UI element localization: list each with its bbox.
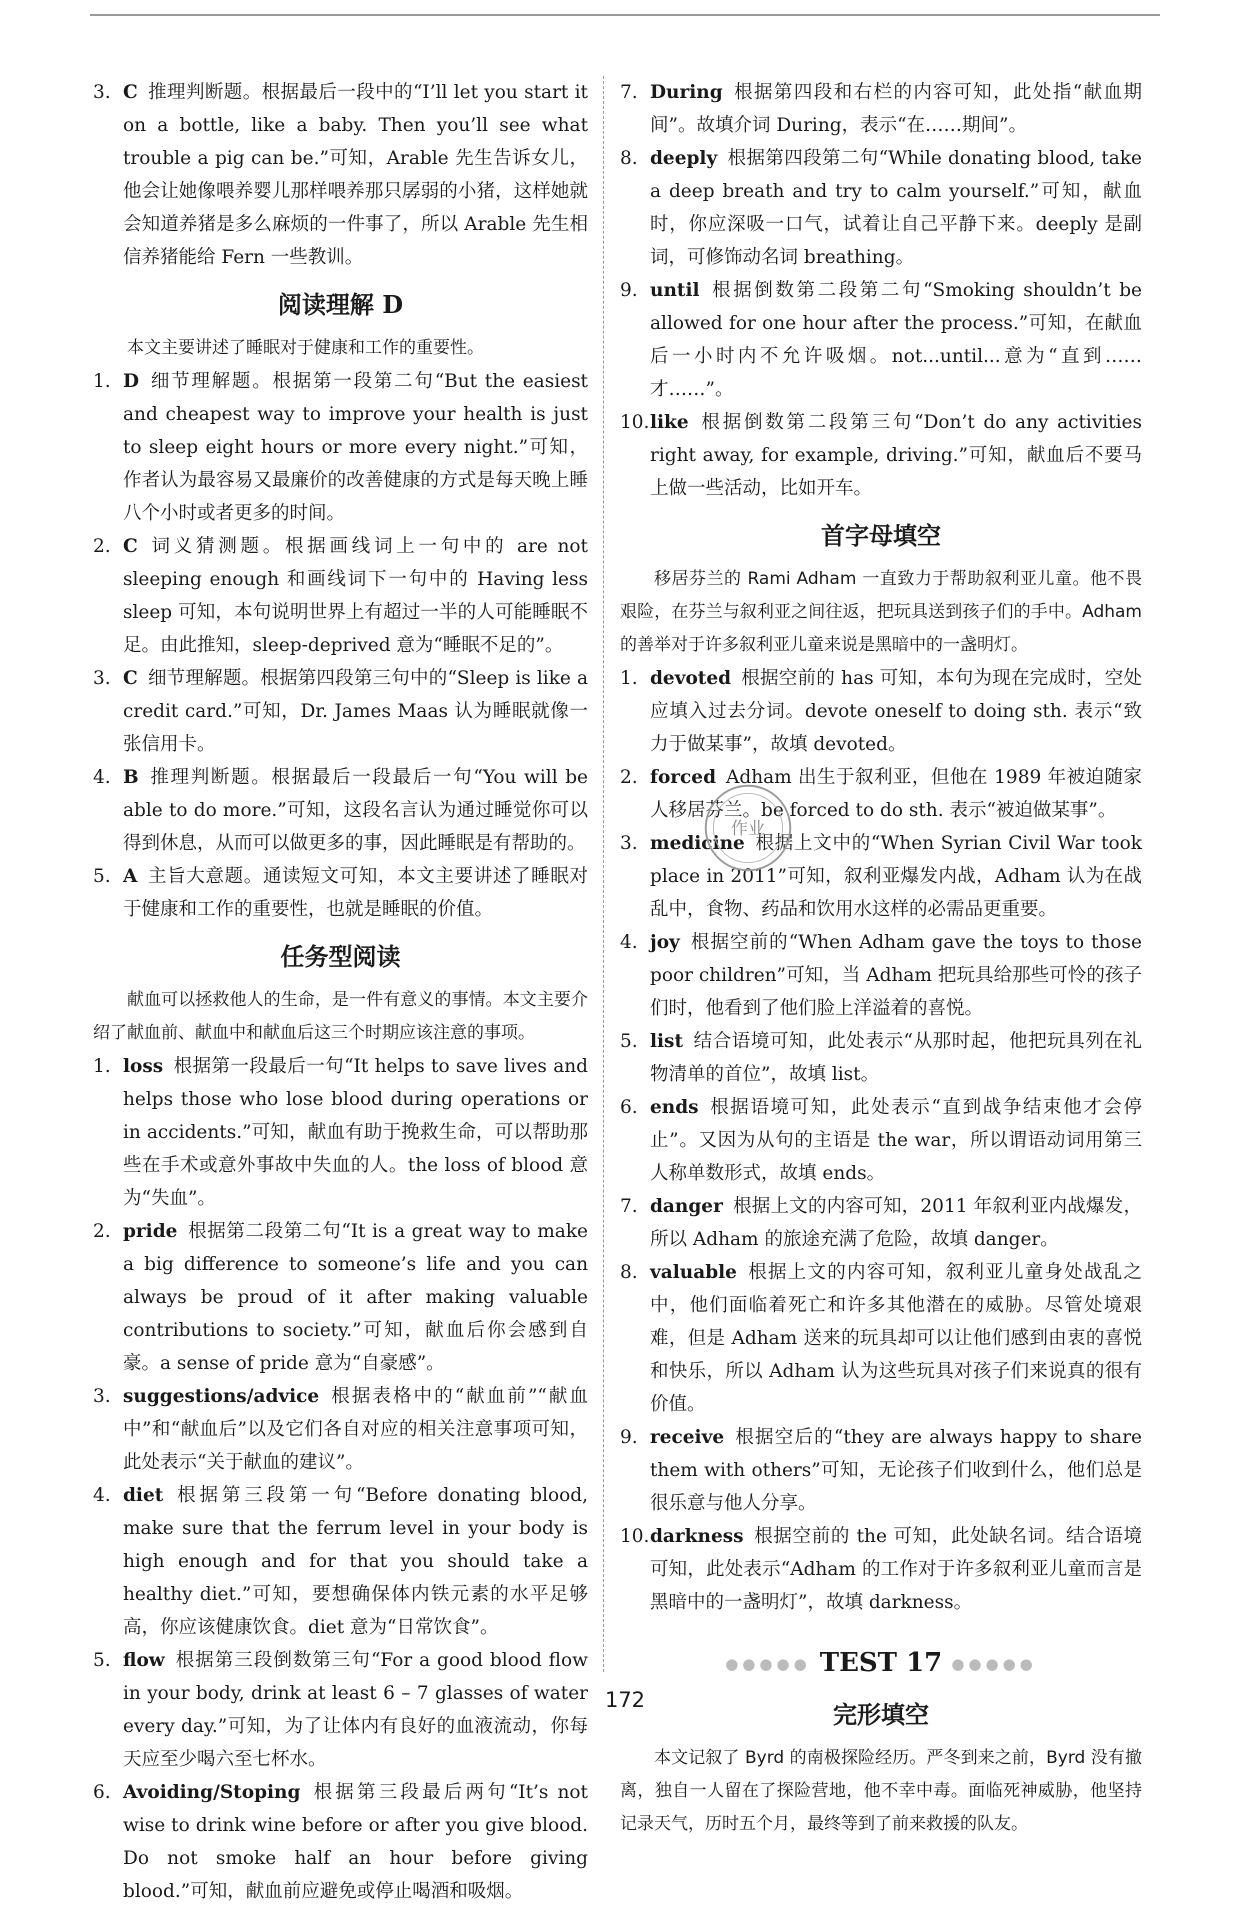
answer-item: 10.like 根据倒数第二段第三句“Don’t do any activities right away, for example, driving.”可知，献血后不要马上做一些活动，比如开车。: [620, 412, 1142, 499]
test-heading: ●●●●● TEST 17 ●●●●●: [725, 1648, 1037, 1678]
explanation: 根据表格中的“献血前”“献血中”和“献血后”以及它们各自对应的相关注意事项可知，此处表示“关于献血的建议”。: [123, 1386, 588, 1473]
answer-item: 4. joy 根据空前的“When Adham gave the toys to those poor children”可知，当 Adham 把玩具给那些可怜的孩子们时，他看到了他们脸上洋溢着的喜悦。: [620, 932, 1142, 1019]
answer-key: pride: [123, 1221, 178, 1242]
column-divider: [603, 76, 604, 1672]
decor-dots-left: ●●●●●: [725, 1655, 811, 1673]
explanation: 根据空后的“they are always happy to share them with others”可知，无论孩子们收到什么，他们总是很乐意与他人分享。: [650, 1427, 1142, 1514]
answer-item: 6. Avoiding/Stoping 根据第三段最后两句“It’s not wise to drink wine before or after you give blood. Do not smoke half an hour before giving blood.”可知，献血前应避免或停止喝酒和吸烟。: [93, 1782, 588, 1902]
answer-key: Avoiding/Stoping: [123, 1782, 301, 1803]
explanation: 根据上文的内容可知，2011 年叙利亚内战爆发，所以 Adham 的旅途充满了危险，故填 danger。: [650, 1196, 1142, 1250]
explanation: 根据第一段最后一句“It helps to save lives and helps those who lose blood during operations or in accidents.”可知，献血有助于挽救生命，可以帮助那些在手术或意外事故中失血的人。the loss of blood 意为“失血”。: [123, 1056, 588, 1209]
right-column: [620, 76, 1142, 1841]
explanation: 推理判断题。根据最后一段最后一句“You will be able to do more.”可知，这段名言认为通过睡觉你可以得到休息，从而可以做更多的事，因此睡眠是有帮助的。: [123, 767, 588, 854]
answer-item: 8. deeply 根据第四段第二句“While donating blood, take a deep breath and try to calm yourself.”可知，献血时，你应深吸一口气，试着让自己平静下来。deeply 是副词，可修饰动名词 breathing。: [620, 148, 1142, 268]
answer-item: 4. diet 根据第三段第一句“Before donating blood, make sure that the ferrum level in your body is high enough and for that you should take a healthy diet.”可知，要想确保体内铁元素的水平足够高，你应该健康饮食。diet 意为“日常饮食”。: [93, 1485, 588, 1638]
answer-key: A: [123, 866, 138, 887]
answer-key: devoted: [650, 668, 732, 689]
answer-key: C: [123, 668, 138, 689]
explanation: 根据空前的“When Adham gave the toys to those poor children”可知，当 Adham 把玩具给那些可怜的孩子们时，他看到了他们脸上洋溢着的喜悦。: [650, 932, 1142, 1019]
answer-key: loss: [123, 1056, 164, 1077]
explanation: 根据倒数第二段第二句“Smoking shouldn’t be allowed for one hour after the process.”可知，在献血后一小时内不允许吸烟。not...until...意为“直到……才……”。: [650, 280, 1142, 400]
explanation: 根据上文的内容可知，叙利亚儿童身处战乱之中，他们面临着死亡和许多其他潜在的威胁。尽管处境艰难，但是 Adham 送来的玩具却可以让他们感到由衷的喜悦和快乐，所以 Adham 认为这些玩具对孩子们来说真的很有价值。: [650, 1262, 1142, 1415]
left-column: [93, 76, 588, 1908]
explanation: 细节理解题。根据第一段第二句“But the easiest and cheapest way to improve your health is just to sleep eight hours or more every night.”可知，作者认为最容易又最廉价的改善健康的方式是每天晚上睡八个小时或者更多的时间。: [123, 371, 588, 524]
answer-item: 8. valuable 根据上文的内容可知，叙利亚儿童身处战乱之中，他们面临着死亡和许多其他潜在的威胁。尽管处境艰难，但是 Adham 送来的玩具却可以让他们感到由衷的喜悦和快乐，所以 Adham 认为这些玩具对孩子们来说真的很有价值。: [620, 1262, 1142, 1415]
answer-key: valuable: [650, 1262, 737, 1283]
stamp-seal-icon: [700, 780, 796, 876]
answer-key: danger: [650, 1196, 723, 1217]
answer-key: diet: [123, 1485, 164, 1506]
section-title-initial-letter: 首字母填空: [821, 521, 941, 550]
explanation: 根据空前的 the 可知，此处缺名词。结合语境可知，此处表示“Adham 的工作对于许多叙利亚儿童而言是黑暗中的一盏明灯”，故填 darkness。: [650, 1526, 1142, 1613]
answer-item: 9. until 根据倒数第二段第二句“Smoking shouldn’t be allowed for one hour after the process.”可知，在献血后一小时内不允许吸烟。not...until...意为“直到……才……”。: [620, 280, 1142, 400]
answer-key: forced: [650, 767, 717, 788]
answer-item: 4. B 推理判断题。根据最后一段最后一句“You will be able to do more.”可知，这段名言认为通过睡觉你可以得到休息，从而可以做更多的事，因此睡眠是有帮助的。: [93, 767, 588, 854]
answer-item: 3. C 推理判断题。根据最后一段中的“I’ll let you start it on a bottle, like a baby. Then you’ll see what trouble a pig can be.”可知，Arable 先生告诉女儿，他会让她像喂养婴儿那样喂养那只孱弱的小猪，这样她就会知道养猪是多么麻烦的一件事了，所以 Arable 先生相信养猪能给 Fern 一些教训。: [93, 82, 588, 268]
answer-key: During: [650, 82, 723, 103]
answer-item: 1. D 细节理解题。根据第一段第二句“But the easiest and cheapest way to improve your health is just to sleep eight hours or more every night.”可知，作者认为最容易又最廉价的改善健康的方式是每天晚上睡八个小时或者更多的时间。: [93, 371, 588, 524]
explanation: 根据第四段和右栏的内容可知，此处指“献血期间”。故填介词 During，表示“在……期间”。: [650, 82, 1142, 136]
explanation: 根据第三段倒数第三句“For a good blood flow in your body, drink at least 6 – 7 glasses of water every day.”可知，为了让体内有良好的血液流动，你每天应至少喝六至七杯水。: [123, 1650, 588, 1770]
svg-text:作业: 作业: [730, 818, 766, 839]
answer-key: darkness: [650, 1526, 744, 1547]
answer-item: 5. flow 根据第三段倒数第三句“For a good blood flow in your body, drink at least 6 – 7 glasses of water every day.”可知，为了让体内有良好的血液流动，你每天应至少喝六至七杯水。: [93, 1650, 588, 1770]
answer-item: 6. ends 根据语境可知，此处表示“直到战争结束他才会停止”。又因为从句的主语是 the war，所以谓语动词用第三人称单数形式，故填 ends。: [620, 1097, 1142, 1184]
answer-item: 3. medicine 根据上文中的“When Syrian Civil War took place in 2011”可知，叙利亚爆发内战，Adham 认为在战乱中，食物、药品和饮用水这样的必需品更重要。: [620, 833, 1142, 920]
explanation: 根据第三段第一句“Before donating blood, make sure that the ferrum level in your body is high enough and for that you should take a healthy diet.”可知，要想确保体内铁元素的水平足够高，你应该健康饮食。diet 意为“日常饮食”。: [123, 1485, 588, 1638]
answer-key: B: [123, 767, 139, 788]
section-title-reading-d: 阅读理解 D: [277, 290, 404, 319]
section-intro: 献血可以拯救他人的生命，是一件有意义的事情。本文主要介绍了献血前、献血中和献血后这三个时期应该注意的事项。: [93, 990, 588, 1043]
top-rule: [90, 14, 1160, 16]
explanation: 根据倒数第二段第三句“Don’t do any activities right away, for example, driving.”可知，献血后不要马上做一些活动，比如开车。: [650, 412, 1142, 499]
section-title-cloze: 完形填空: [833, 1700, 929, 1729]
answer-key: like: [650, 412, 689, 433]
answer-key: C: [123, 82, 138, 103]
answer-item: 5. list 结合语境可知，此处表示“从那时起，他把玩具列在礼物清单的首位”，故填 list。: [620, 1031, 1142, 1085]
answer-item: 2. C 词义猜测题。根据画线词上一句中的 are not sleeping enough 和画线词下一句中的 Having less sleep 可知，本句说明世界上有超过一半的人可能睡眠不足。由此推知，sleep-deprived 意为“睡眠不足的”。: [93, 536, 588, 656]
explanation: 结合语境可知，此处表示“从那时起，他把玩具列在礼物清单的首位”，故填 list。: [650, 1031, 1142, 1085]
answer-key: receive: [650, 1427, 725, 1448]
answer-item: 7. danger 根据上文的内容可知，2011 年叙利亚内战爆发，所以 Adham 的旅途充满了危险，故填 danger。: [620, 1196, 1142, 1250]
explanation: 词义猜测题。根据画线词上一句中的 are not sleeping enough 和画线词下一句中的 Having less sleep 可知，本句说明世界上有超过一半的人可能睡眠不足。由此推知，sleep-deprived 意为“睡眠不足的”。: [123, 536, 588, 656]
answer-item: 5. A 主旨大意题。通读短文可知，本文主要讲述了睡眠对于健康和工作的重要性，也就是睡眠的价值。: [93, 866, 588, 920]
answer-item: 1. devoted 根据空前的 has 可知，本句为现在完成时，空处应填入过去分词。devote oneself to doing sth. 表示“致力于做某事”，故填 devoted。: [620, 668, 1142, 755]
answer-key: until: [650, 280, 700, 301]
section-intro: 移居芬兰的 Rami Adham 一直致力于帮助叙利亚儿童。他不畏艰险，在芬兰与叙利亚之间往返，把玩具送到孩子们的手中。Adham 的善举对于许多叙利亚儿童来说是黑暗中的一盏明灯。: [620, 569, 1142, 655]
answer-key: medicine: [650, 833, 745, 854]
answer-key: flow: [123, 1650, 165, 1671]
answer-item: 2. forced Adham 出生于叙利亚，但他在 1989 年被迫随家人移居芬兰。be forced to do sth. 表示“被迫做某事”。: [620, 767, 1142, 821]
explanation: 根据第三段最后两句“It’s not wise to drink wine before or after you give blood. Do not smoke half an hour before giving blood.”可知，献血前应避免或停止喝酒和吸烟。: [123, 1782, 588, 1902]
section-intro: 本文记叙了 Byrd 的南极探险经历。严冬到来之前，Byrd 没有撤离，独自一人留在了探险营地，他不幸中毒。面临死神威胁，他坚持记录天气，历时五个月，最终等到了前来救援的队友。: [620, 1748, 1142, 1834]
answer-key: deeply: [650, 148, 718, 169]
section-title-task-reading: 任务型阅读: [280, 942, 401, 971]
explanation: Adham 出生于叙利亚，但他在 1989 年被迫随家人移居芬兰。be forced to do sth. 表示“被迫做某事”。: [650, 767, 1142, 821]
answer-key: list: [650, 1031, 684, 1052]
answer-item: 1. loss 根据第一段最后一句“It helps to save lives and helps those who lose blood during operations or in accidents.”可知，献血有助于挽救生命，可以帮助那些在手术或意外事故中失血的人。the loss of blood 意为“失血”。: [93, 1056, 588, 1209]
answer-item: 10.darkness 根据空前的 the 可知，此处缺名词。结合语境可知，此处表示“Adham 的工作对于许多叙利亚儿童而言是黑暗中的一盏明灯”，故填 darkness。: [620, 1526, 1142, 1613]
explanation: 根据语境可知，此处表示“直到战争结束他才会停止”。又因为从句的主语是 the war，所以谓语动词用第三人称单数形式，故填 ends。: [650, 1097, 1142, 1184]
answer-item: 3. C 细节理解题。根据第四段第三句中的“Sleep is like a credit card.”可知，Dr. James Maas 认为睡眠就像一张信用卡。: [93, 668, 588, 755]
explanation: 主旨大意题。通读短文可知，本文主要讲述了睡眠对于健康和工作的重要性，也就是睡眠的价值。: [123, 866, 588, 920]
answer-item: 9. receive 根据空后的“they are always happy to share them with others”可知，无论孩子们收到什么，他们总是很乐意与他人分享。: [620, 1427, 1142, 1514]
page-number: 172: [604, 1688, 646, 1712]
answer-item: 7. During 根据第四段和右栏的内容可知，此处指“献血期间”。故填介词 During，表示“在……期间”。: [620, 82, 1142, 136]
explanation: 根据上文中的“When Syrian Civil War took place in 2011”可知，叙利亚爆发内战，Adham 认为在战乱中，食物、药品和饮用水这样的必需品更重要。: [650, 833, 1142, 920]
answer-key: joy: [650, 932, 680, 953]
explanation: 推理判断题。根据最后一段中的“I’ll let you start it on a bottle, like a baby. Then you’ll see what trouble a pig can be.”可知，Arable 先生告诉女儿，他会让她像喂养婴儿那样喂养那只孱弱的小猪，这样她就会知道养猪是多么麻烦的一件事了，所以 Arable 先生相信养猪能给 Fern 一些教训。: [123, 82, 588, 268]
decor-dots-right: ●●●●●: [951, 1655, 1037, 1673]
explanation: 根据第二段第二句“It is a great way to make a big difference to someone’s life and you can always be proud of it after making valuable contributions to society.”可知，献血后你会感到自豪。a sense of pride 意为“自豪感”。: [123, 1221, 588, 1374]
answer-key: D: [123, 371, 140, 392]
answer-item: 2. pride 根据第二段第二句“It is a great way to make a big difference to someone’s life and you can always be proud of it after making valuable contributions to society.”可知，献血后你会感到自豪。a sense of pride 意为“自豪感”。: [93, 1221, 588, 1374]
answer-key: suggestions/advice: [123, 1386, 320, 1407]
explanation: 根据第四段第二句“While donating blood, take a deep breath and try to calm yourself.”可知，献血时，你应深吸一口气，试着让自己平静下来。deeply 是副词，可修饰动名词 breathing。: [650, 148, 1142, 268]
answer-item: 3. suggestions/advice 根据表格中的“献血前”“献血中”和“献血后”以及它们各自对应的相关注意事项可知，此处表示“关于献血的建议”。: [93, 1386, 588, 1473]
explanation: 细节理解题。根据第四段第三句中的“Sleep is like a credit card.”可知，Dr. James Maas 认为睡眠就像一张信用卡。: [123, 668, 588, 755]
explanation: 根据空前的 has 可知，本句为现在完成时，空处应填入过去分词。devote oneself to doing sth. 表示“致力于做某事”，故填 devoted。: [650, 668, 1142, 755]
answer-key: ends: [650, 1097, 699, 1118]
answer-key: C: [123, 536, 138, 557]
section-intro: 本文主要讲述了睡眠对于健康和工作的重要性。: [127, 338, 484, 358]
